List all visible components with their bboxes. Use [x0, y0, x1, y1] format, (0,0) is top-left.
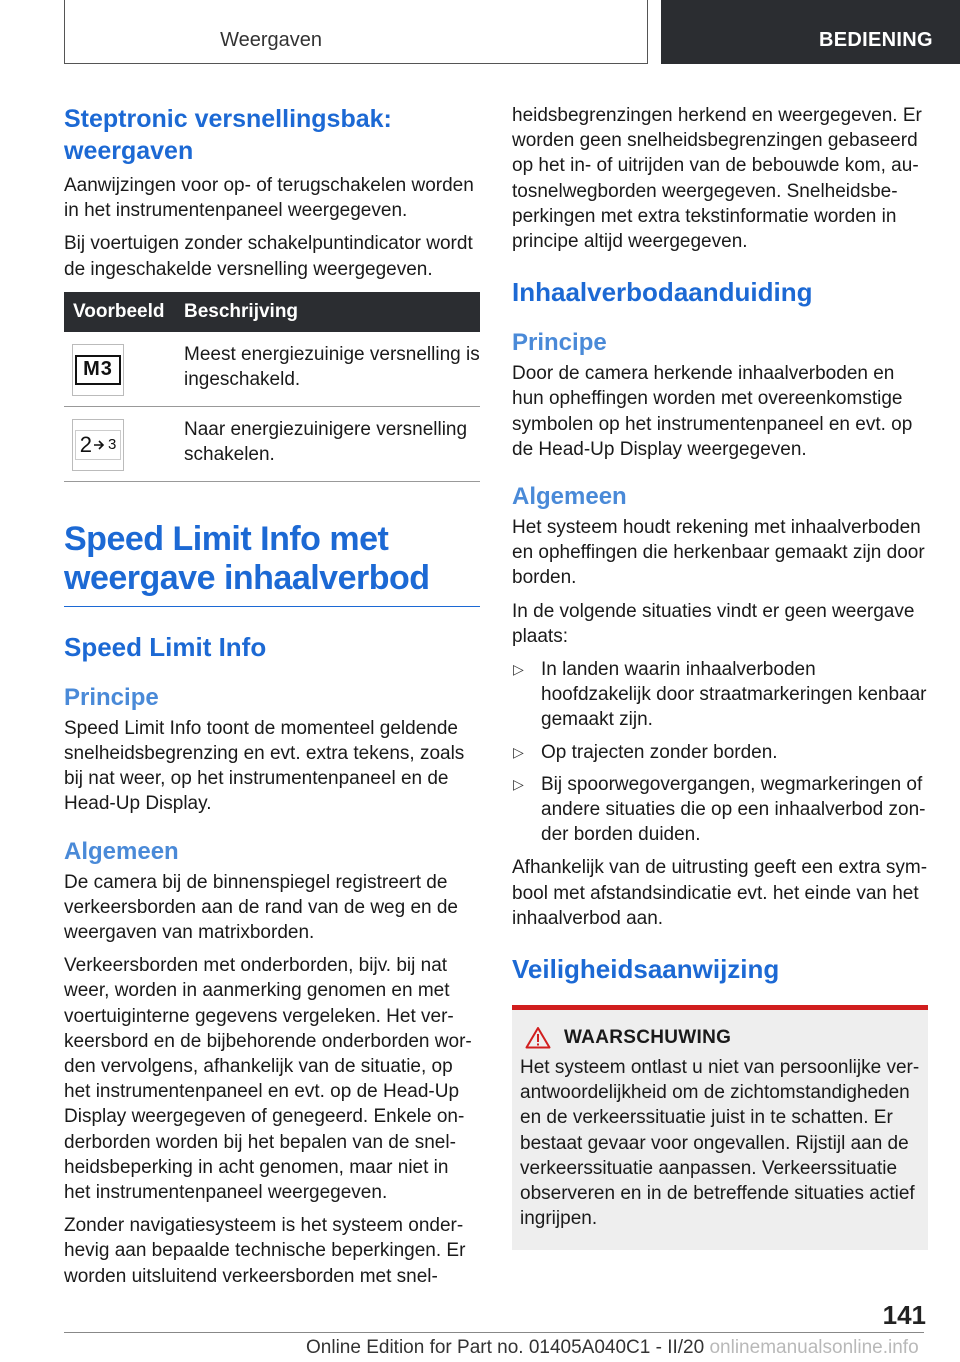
gear-target: 3: [107, 436, 117, 454]
header-section: Weergaven: [220, 29, 322, 51]
algemeen-paragraph-1: Het systeem houdt rekening met inhaalverboden en opheffingen die herkenbaar gemaakt zijn door borden.: [512, 517, 925, 589]
algemeen-heading: Algemeen: [512, 483, 627, 511]
table-row: [64, 332, 480, 407]
gear-m3-symbol: [72, 344, 124, 396]
gear-display-table: [64, 292, 480, 482]
chapter-title: Speed Limit Info met weergave inhaalverbod: [64, 520, 480, 607]
header-chapter: BEDIENING: [819, 29, 933, 51]
edition-text: Online Edition for Part no. 01405A040C1 - II/20: [306, 1337, 705, 1358]
table-cell-symbol: [64, 406, 184, 481]
gear-shift-symbol: [72, 419, 124, 471]
afhankelijk-paragraph: Afhankelijk van de uitrusting geeft een extra symbool met afstandsindicatie evt. het einde van het inhaalverbod aan.: [512, 857, 928, 929]
warning-title: WAARSCHUWING: [564, 1026, 732, 1048]
header-chapter-tab: [661, 0, 960, 64]
arrow-right-icon: [93, 438, 105, 452]
triangle-right-icon: ▷: [513, 775, 524, 792]
algemeen-paragraph-1: De camera bij de binnenspiegel registreert de verkeersborden aan de rand van de weg en de weergaven van matrixborden.: [64, 871, 458, 944]
table-header-row: [64, 292, 480, 332]
steptronic-heading: Steptronic versnellingsbak: weergaven: [64, 105, 392, 165]
gear-current: 2: [79, 432, 92, 458]
continued-paragraph: heidsbegrenzingen herkend en weergegeven. Er worden geen snelheidsbegrenzingen gebaseerd op het in- of uitrijden van de bebouwde kom, autosnelwegborden weergegeven. Snelheidsbeperkingen met extra tekstinformatie worden in principe altijd weergegeven.: [512, 105, 922, 253]
table-cell-symbol: [64, 332, 184, 407]
algemeen-paragraph-3: Zonder navigatiesysteem is het systeem onderhevig aan bepaalde technische beperkingen. Er worden uitsluitend verkeersborden met snel-: [64, 1215, 466, 1287]
algemeen-heading: Algemeen: [64, 837, 179, 865]
gear-shift-icon: [75, 430, 121, 460]
list-item: ▷ Bij spoorwegovergangen, wegmarkeringen of andere situaties die op een inhaalverbod zonder borden duiden.: [513, 773, 926, 846]
table-row: [64, 406, 480, 481]
footer-edition: [306, 1337, 919, 1359]
warning-box: [512, 1005, 928, 1249]
watermark-text: onlinemanualsonline.info: [709, 1337, 919, 1358]
warning-header: [520, 1026, 920, 1049]
steptronic-paragraph-2: Bij voertuigen zonder schakelpuntindicator wordt de ingeschakelde versnelling weergegeven.: [64, 233, 473, 280]
right-column: [512, 103, 928, 1250]
list-item: ▷ In landen waarin inhaalverboden hoofdzakelijk door straatmarkeringen kenbaar gemaakt zijn.: [513, 659, 927, 731]
page-number: 141: [882, 1300, 926, 1330]
header-frame: [64, 0, 648, 64]
table-header-beschrijving: Beschrijving: [184, 292, 480, 332]
warning-triangle-icon: [525, 1026, 551, 1049]
steptronic-paragraph-1: Aanwijzingen voor op- of terugschakelen worden in het instrumentenpaneel weergegeven.: [64, 175, 474, 222]
algemeen-paragraph-2: In de volgende situaties vindt er geen weergave plaats:: [512, 600, 915, 647]
veiligheid-heading: Veiligheidsaanwijzing: [512, 954, 780, 985]
gear-m3-label: M3: [75, 355, 121, 385]
table-header-voorbeeld: Voorbeeld: [64, 292, 184, 332]
principe-paragraph: Speed Limit Info toont de momenteel geldende snelheidsbegrenzing en evt. extra tekens, zoals bij nat weer, op het instrumentenpaneel en de Head-Up Display.: [64, 717, 465, 815]
triangle-right-icon: ▷: [513, 661, 524, 678]
situation-list: [512, 657, 928, 847]
algemeen-paragraph-2: Verkeersborden met onderborden, bijv. bij nat weer, worden in aanmerking genomen en met voertuiginterne gegevens vergeleken. Het verkeersbord en de bijbehorende onderborden worden vervolgens, afhankelijk van de situatie, op het instrumentenpaneel en evt. op de Head-Up Display weergegeven of genegeerd. Enkele onderborden worden bij het bepalen van de snelheidsbeperking in acht genomen, maar niet in het instrumentenpaneel weergegeven.: [64, 955, 472, 1204]
principe-heading: Principe: [512, 329, 607, 357]
table-cell-description: Naar energiezuinigere versnelling schakelen.: [184, 406, 480, 481]
left-column: [64, 103, 480, 1297]
triangle-right-icon: ▷: [513, 743, 524, 760]
table-cell-description: Meest energiezuinige versnelling is ingeschakeld.: [184, 332, 480, 407]
footer-divider: [64, 1332, 924, 1333]
speed-limit-info-heading: Speed Limit Info: [64, 631, 267, 662]
inhaalverbod-heading: Inhaalverbodaanduiding: [512, 277, 813, 308]
principe-heading: Principe: [64, 683, 159, 711]
list-item: ▷ Op trajecten zonder borden.: [512, 740, 928, 765]
warning-text: Het systeem ontlast u niet van persoonlijke verantwoordelijkheid om de zichtomstandigheden en de verkeerssituatie juist in te schatten. Er bestaat gevaar voor ongevallen. Rijstijl aan de verkeerssituatie aanpassen. Verkeerssituatie observeren en in de betreffende situaties actief ingrijpen.: [520, 1057, 920, 1230]
principe-paragraph: Door de camera herkende inhaalverboden en hun opheffingen worden met overeenkomstige symbolen op het instrumentenpaneel en evt. op de Head-Up Display weergegeven.: [512, 363, 913, 460]
